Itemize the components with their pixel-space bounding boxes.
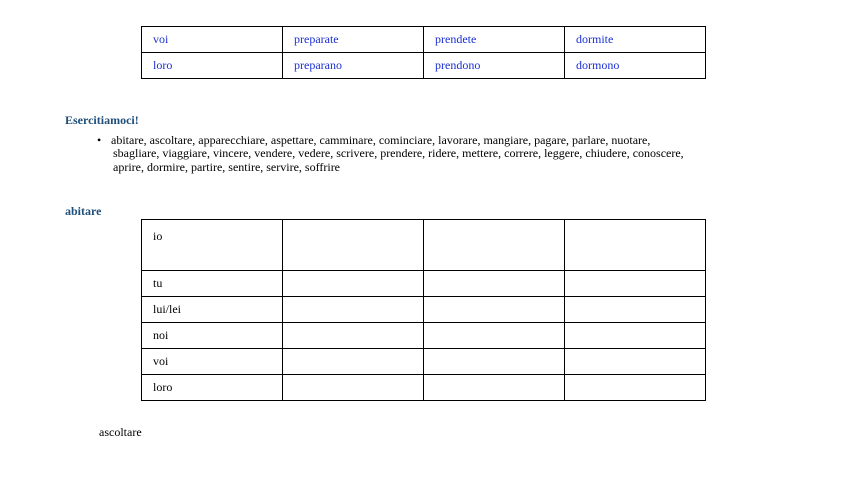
empty-cell[interactable]	[424, 220, 565, 271]
empty-cell[interactable]	[565, 297, 706, 323]
empty-cell[interactable]	[565, 271, 706, 297]
conjugation-cell-ere: prendete	[424, 27, 565, 53]
pronoun-cell: tu	[142, 271, 283, 297]
conjugation-cell-are: preparate	[283, 27, 424, 53]
table-row	[142, 297, 706, 323]
bullet-icon: •	[97, 133, 102, 147]
conjugation-cell-ire: dormite	[565, 27, 706, 53]
table-row	[142, 53, 706, 79]
table-row	[142, 220, 706, 271]
pronoun-cell: loro	[142, 375, 283, 401]
next-verb-label: ascoltare	[99, 425, 142, 439]
empty-cell[interactable]	[283, 323, 424, 349]
pronoun-cell: noi	[142, 323, 283, 349]
empty-cell[interactable]	[565, 349, 706, 375]
empty-cell[interactable]	[565, 323, 706, 349]
verb-list	[99, 134, 689, 174]
conjugation-cell-ire: dormono	[565, 53, 706, 79]
exercise-table	[141, 219, 706, 401]
conjugation-table	[141, 26, 706, 79]
table-row	[142, 323, 706, 349]
pronoun-cell: io	[142, 220, 283, 271]
empty-cell[interactable]	[283, 220, 424, 271]
empty-cell[interactable]	[283, 375, 424, 401]
pronoun-cell: voi	[142, 349, 283, 375]
pronoun-cell: voi	[142, 27, 283, 53]
table-row	[142, 271, 706, 297]
empty-cell[interactable]	[283, 297, 424, 323]
empty-cell[interactable]	[424, 297, 565, 323]
empty-cell[interactable]	[424, 323, 565, 349]
empty-cell[interactable]	[424, 375, 565, 401]
conjugation-cell-ere: prendono	[424, 53, 565, 79]
empty-cell[interactable]	[283, 271, 424, 297]
verb-section-title: abitare	[65, 204, 102, 218]
verb-list-text: abitare, ascoltare, apparecchiare, aspettare, camminare, cominciare, lavorare, mangiare, pagare, parlare, nuotare, sbagliare, viaggiare, vincere, vendere, vedere, scrivere, prendere, ridere, mettere, correre, leggere, chiudere, conoscere, aprire, dormire, partire, sentire, servire, soffrire	[111, 133, 684, 174]
empty-cell[interactable]	[565, 375, 706, 401]
empty-cell[interactable]	[283, 349, 424, 375]
table-row	[142, 27, 706, 53]
empty-cell[interactable]	[424, 271, 565, 297]
conjugation-cell-are: preparano	[283, 53, 424, 79]
empty-cell[interactable]	[424, 349, 565, 375]
pronoun-cell: loro	[142, 53, 283, 79]
pronoun-cell: lui/lei	[142, 297, 283, 323]
exercise-heading: Esercitiamoci!	[65, 113, 139, 127]
empty-cell[interactable]	[565, 220, 706, 271]
table-row	[142, 375, 706, 401]
table-row	[142, 349, 706, 375]
